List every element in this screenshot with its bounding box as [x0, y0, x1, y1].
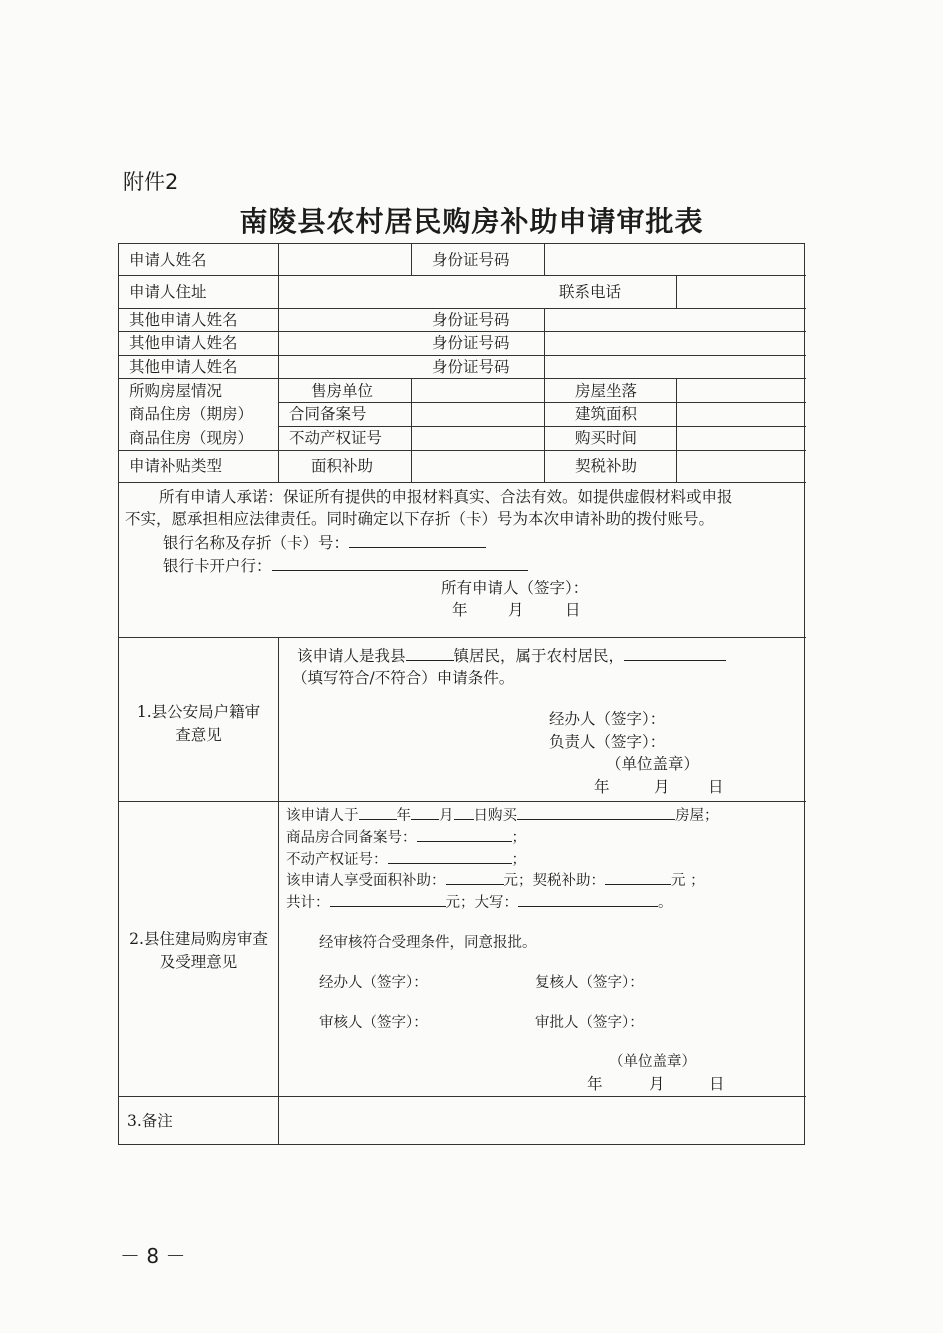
section2-text: 该申请人享受面积补助： [286, 873, 446, 889]
bank-branch-blank [272, 556, 528, 571]
purchase-time-label: 购买时间 [575, 429, 638, 447]
subsidy-type-label: 申请补贴类型 [129, 457, 223, 475]
house-type-existing-label: 商品住房（现房） [129, 429, 254, 447]
section2-text: ； [511, 830, 526, 846]
eligibility-blank [624, 646, 726, 661]
section1-line1 [297, 646, 726, 665]
house-type-forward-label: 商品住房（期房） [129, 405, 254, 423]
section2-text: 日购买 [473, 808, 517, 824]
id-number-label: 身份证号码 [432, 251, 510, 269]
section1-date-year: 年 [594, 778, 610, 796]
section2-title: 2.县住建局购房审查及受理意见 [129, 930, 268, 971]
section2-text: 共计： [286, 895, 330, 911]
house-blank [517, 805, 675, 820]
section2-text: 商品房合同备案号： [286, 830, 417, 846]
house-location-label: 房屋坐落 [575, 382, 638, 400]
year-blank [359, 805, 397, 820]
unit-seal-label: （单位盖章） [606, 755, 700, 773]
area-subsidy-blank [446, 870, 504, 885]
section2-date-year: 年 [587, 1075, 603, 1093]
bank-branch-label: 银行卡开户行： [163, 557, 272, 575]
section2-text: 该申请人于 [286, 808, 359, 824]
section2-text: 不动产权证号： [286, 852, 388, 868]
reviewer-signature-label: 复核人（签字）： [535, 975, 644, 991]
other-applicant-name-label: 其他申请人姓名 [129, 358, 238, 376]
bank-account-blank [349, 533, 486, 548]
property-cert-label: 不动产权证号 [289, 429, 383, 447]
contract-number-label: 合同备案号 [289, 405, 367, 423]
section2-line3 [286, 849, 526, 869]
month-blank [411, 805, 439, 820]
application-form [118, 243, 805, 1145]
phone-label: 联系电话 [559, 283, 622, 301]
section2-line1 [286, 805, 719, 825]
house-situation-label: 所购房屋情况 [129, 382, 223, 400]
section2-text: 元；大写： [445, 895, 518, 911]
applicant-name-label: 申请人姓名 [129, 251, 207, 269]
auditor-signature-label: 审核人（签字）： [319, 1015, 428, 1031]
section2-text: 元；契税补助： [503, 873, 605, 889]
applicant-address-label: 申请人住址 [129, 283, 207, 301]
section3-title: 3.备注 [127, 1112, 173, 1130]
commitment-date-year: 年 [452, 601, 468, 619]
handler-signature-label: 经办人（签字）： [319, 975, 428, 991]
other-id-number-label: 身份证号码 [432, 358, 510, 376]
section1-line2: （填写符合/不符合）申请条件。 [292, 669, 515, 687]
attachment-label: 附件2 [123, 170, 179, 194]
area-subsidy-label: 面积补助 [311, 457, 374, 475]
approver-signature-label: 审批人（签字）： [535, 1015, 644, 1031]
section2-text: ； [511, 852, 526, 868]
town-blank [406, 646, 454, 661]
section2-text: 年 [396, 808, 411, 824]
bank-account-label: 银行名称及存折（卡）号： [163, 534, 350, 552]
seller-label: 售房单位 [311, 382, 374, 400]
section2-date-day: 日 [709, 1075, 725, 1093]
section2-text: 。 [658, 895, 673, 911]
bank-branch-line [163, 556, 528, 575]
unit-seal-label: （单位盖章） [609, 1054, 696, 1070]
section2-line2 [286, 827, 526, 847]
section1-text: 镇居民，属于农村居民， [453, 647, 625, 665]
form-title: 南陵县农村居民购房补助申请审批表 [239, 205, 704, 238]
commitment-date-month: 月 [508, 601, 524, 619]
applicants-signature-label: 所有申请人（签字）： [441, 579, 589, 597]
other-applicant-name-label: 其他申请人姓名 [129, 334, 238, 352]
handler-signature-label: 经办人（签字）： [549, 710, 666, 728]
day-blank [454, 805, 474, 820]
commitment-text: 所有申请人承诺：保证所有提供的申报材料真实、合法有效。如提供虚假材料或申报 [159, 488, 733, 506]
section1-date-month: 月 [654, 778, 670, 796]
contract-number-blank [417, 827, 512, 842]
page-number: － 8 － [120, 1244, 186, 1268]
bank-account-line [163, 533, 486, 552]
section2-text: 月 [439, 808, 454, 824]
section2-line4 [286, 870, 705, 890]
commitment-text: 不实，愿承担相应法律责任。同时确定以下存折（卡）号为本次申请补助的拨付账号。 [125, 510, 715, 528]
property-cert-blank [388, 849, 512, 864]
section1-title: 1.县公安局户籍审查意见 [136, 703, 261, 744]
total-uppercase-blank [518, 892, 658, 907]
other-id-number-label: 身份证号码 [432, 311, 510, 329]
other-id-number-label: 身份证号码 [432, 334, 510, 352]
section2-date-month: 月 [649, 1075, 665, 1093]
section2-text: 房屋； [675, 808, 719, 824]
other-applicant-name-label: 其他申请人姓名 [129, 311, 238, 329]
section1-date-day: 日 [708, 778, 724, 796]
responsible-signature-label: 负责人（签字）： [549, 733, 666, 751]
deed-tax-subsidy-label: 契税补助 [575, 457, 638, 475]
total-blank [330, 892, 446, 907]
deed-tax-blank [605, 870, 671, 885]
commitment-date-day: 日 [565, 601, 581, 619]
section1-text: 该申请人是我县 [297, 647, 406, 665]
building-area-label: 建筑面积 [575, 405, 638, 423]
section2-line5 [286, 892, 673, 912]
approval-text: 经审核符合受理条件，同意报批。 [319, 935, 537, 951]
section2-text: 元 ； [671, 873, 705, 889]
